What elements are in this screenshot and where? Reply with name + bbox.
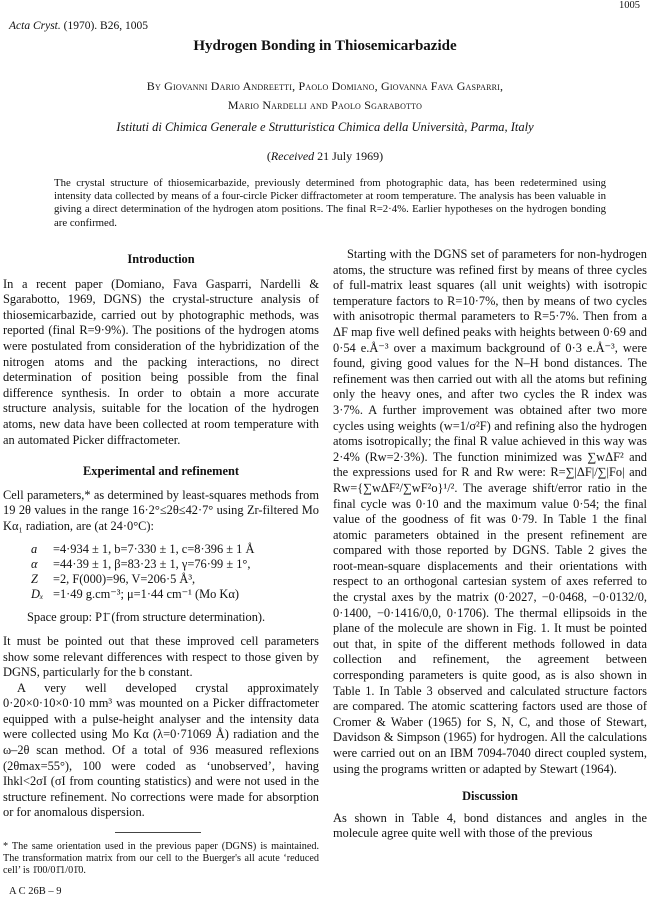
- param-value: =44·39 ± 1, β=83·23 ± 1, γ=76·99 ± 1°,: [53, 556, 251, 571]
- authors-line-2: Mario Nardelli and Paolo Sgarabotto: [227, 98, 423, 112]
- introduction-heading: Introduction: [127, 252, 195, 266]
- footer-code: A C 26B – 9: [9, 886, 62, 897]
- received-close: ): [379, 149, 384, 163]
- experimental-paragraph-3: A very well developed crystal approximately 0·20×0·10×0·10 mm³ was mounted on a Picker diffractometer equipped with a pulse-height analyser and the intensity data were collected using Mo Kα (λ=0·71069 Å) radiation and the ω–2θ scan method. Of a total of 936 measured reflexions (2θmax=55°), 100 were coded as ‘unobserved’, having Ihkl<2σI (σI from counting statistics) and were not used in the structure refinement. No corrections were made for absorption or for anomalous dispersion.: [3, 680, 319, 820]
- affiliation: Istituti di Chimica Generale e Strutturistica Chimica della Università, Parma, Italy: [116, 120, 534, 134]
- experimental-paragraph-2: It must be pointed out that these improved cell parameters show some relevant differences with respect to those given by DGNS, particularly for the b constant.: [3, 633, 319, 680]
- introduction-paragraph: In a recent paper (Domiano, Fava Gasparri, Nardelli & Sgarabotto, 1969, DGNS) the crystal-structure analysis of thiosemicarbazide, carried out by photographic methods, was reported (final R=9·9%). The positions of the hydrogen atoms were postulated from consideration of the hybridization of the nitrogen atoms and the packing interactions, no direct determination of position being possible from the final difference synthesis. In order to obtain a more accurate structure analysis, suitable for the location of the hydrogen atoms, new data have been collected at room temperature with an automated Picker diffractometer.: [3, 276, 319, 447]
- footnote-rule: [115, 832, 201, 833]
- param-symbol: α: [31, 556, 38, 571]
- received-open: (: [266, 149, 271, 163]
- param-value: =2, F(000)=96, V=206·5 Å³,: [53, 571, 196, 586]
- right-column: [333, 247, 647, 842]
- received-date-value: 21 July 1969: [317, 149, 380, 163]
- journal-name: Acta Cryst.: [9, 20, 61, 32]
- left-column: [3, 247, 319, 821]
- journal-year-volume-page: (1970). B26, 1005: [63, 20, 148, 32]
- space-group: Space group: P1̄ (from structure determination).: [27, 610, 266, 625]
- param-value: =1·49 g.cm⁻³; μ=1·44 cm⁻¹ (Mo Kα): [53, 587, 239, 602]
- received-date: [0, 149, 650, 164]
- received-label: Received: [270, 149, 315, 163]
- cell-parameter-row: [3, 572, 319, 587]
- param-symbol: Z: [31, 571, 38, 586]
- discussion-paragraph: As shown in Table 4, bond distances and angles in the molecule agree quite well with those of the previous: [333, 810, 647, 841]
- param-value: =4·934 ± 1, b=7·330 ± 1, c=8·396 ± 1 Å: [53, 541, 255, 556]
- experimental-paragraph-1: Cell parameters,* as determined by least-squares methods from 19 2θ values in the range 16·2°≤2θ≤42·7° using Zr-filtered Mo Kα₁ radiation, are (at 24·0°C):: [3, 487, 319, 533]
- footnote: * The same orientation used in the previous paper (DGNS) is maintained. The transformation matrix from our cell to the Buerger's all acute ‘reduced cell’ is 1̄00/01̄1/01̄0.: [3, 841, 319, 877]
- refinement-paragraph: Starting with the DGNS set of parameters for non-hydrogen atoms, the structure was refined first by means of three cycles of full-matrix least squares (all unit weights) with isotropic temperature factors to R=10·7%, then by means of two cycles with anisotropic thermal parameters to R=5·7%. Then from a ΔF map five well defined peaks with heights between 0·69 and 0·54 e.Å⁻³ over a maximum background of 0·3 e.Å⁻³, were found, giving good values for the N–H bond distances. The refinement was then carried out with all the atoms but refining only the heavy ones, and after two cycles the R index was 3·7%. A further improvement was obtained after two more cycles using weights (w=1/σ²F) and refining also the hydrogen atoms isotropically; the final R value achieved in this way was 2·4% (Rw=2·3%). The function minimized was ∑wΔF² and the expressions used for R and Rw were: R=∑|ΔF|/∑|Fo| and Rw={∑wΔF²/∑wF²o}¹/². The average shift/error ratio in the final cycle was 0·10 and the maximum value 0·54; the final value of the goodness of fit was 0·79. In Table 1 the final atomic parameters obtained in the present refinement are compared with those reported by DGNS. Table 2 gives the root-mean-square displacements and their orientations with respect to an orthogonal cartesian system of axes referred to the crystal axes by the matrix (0·2027, −0·0468, −0·0132/0, 0·1400, −0·1416/0,0, 0·1706). The thermal ellipsoids in the plane of the molecule are shown in Fig. 1. It must be pointed out that, in spite of the different methods followed in data collection and refinement, the agreement between corresponding parameters is quite good, as is also shown in Table 1. In Table 3 observed and calculated structure factors are compared. The atomic scattering factors used are those of Cromer & Waber (1965) for S, N, C, and those of Stewart, Davidson & Simpson (1965) for hydrogen. All the calculations were carried out on an IBM 7094-7040 direct coupled system, using the programs written or adapted by Stewart (1964).: [333, 247, 647, 776]
- abstract: The crystal structure of thiosemicarbazide, previously determined from photographic data, has been redetermined using intensity data collected by means of a four-circle Picker diffractometer at room temperature. The analysis has been valuable in giving a direct determination of the hydrogen atom positions. The final R=2·4%. Earlier hypotheses on the hydrogen bonding are confirmed.: [54, 177, 606, 229]
- journal-reference: [9, 20, 148, 32]
- page-number: 1005: [619, 0, 640, 11]
- cell-parameter-row: [3, 587, 319, 602]
- experimental-heading: Experimental and refinement: [82, 464, 239, 479]
- param-symbol: Dₓ: [31, 587, 44, 602]
- author-list: [0, 77, 650, 115]
- param-symbol: a: [31, 541, 38, 556]
- cell-parameters: [3, 542, 319, 603]
- article-title: Hydrogen Bonding in Thiosemicarbazide: [193, 38, 457, 54]
- cell-parameter-row: [3, 557, 319, 572]
- cell-parameter-row: [3, 542, 319, 557]
- discussion-heading: Discussion: [462, 789, 518, 804]
- authors-line-1: By Giovanni Dario Andreetti, Paolo Domiano, Giovanna Fava Gasparri,: [146, 79, 504, 93]
